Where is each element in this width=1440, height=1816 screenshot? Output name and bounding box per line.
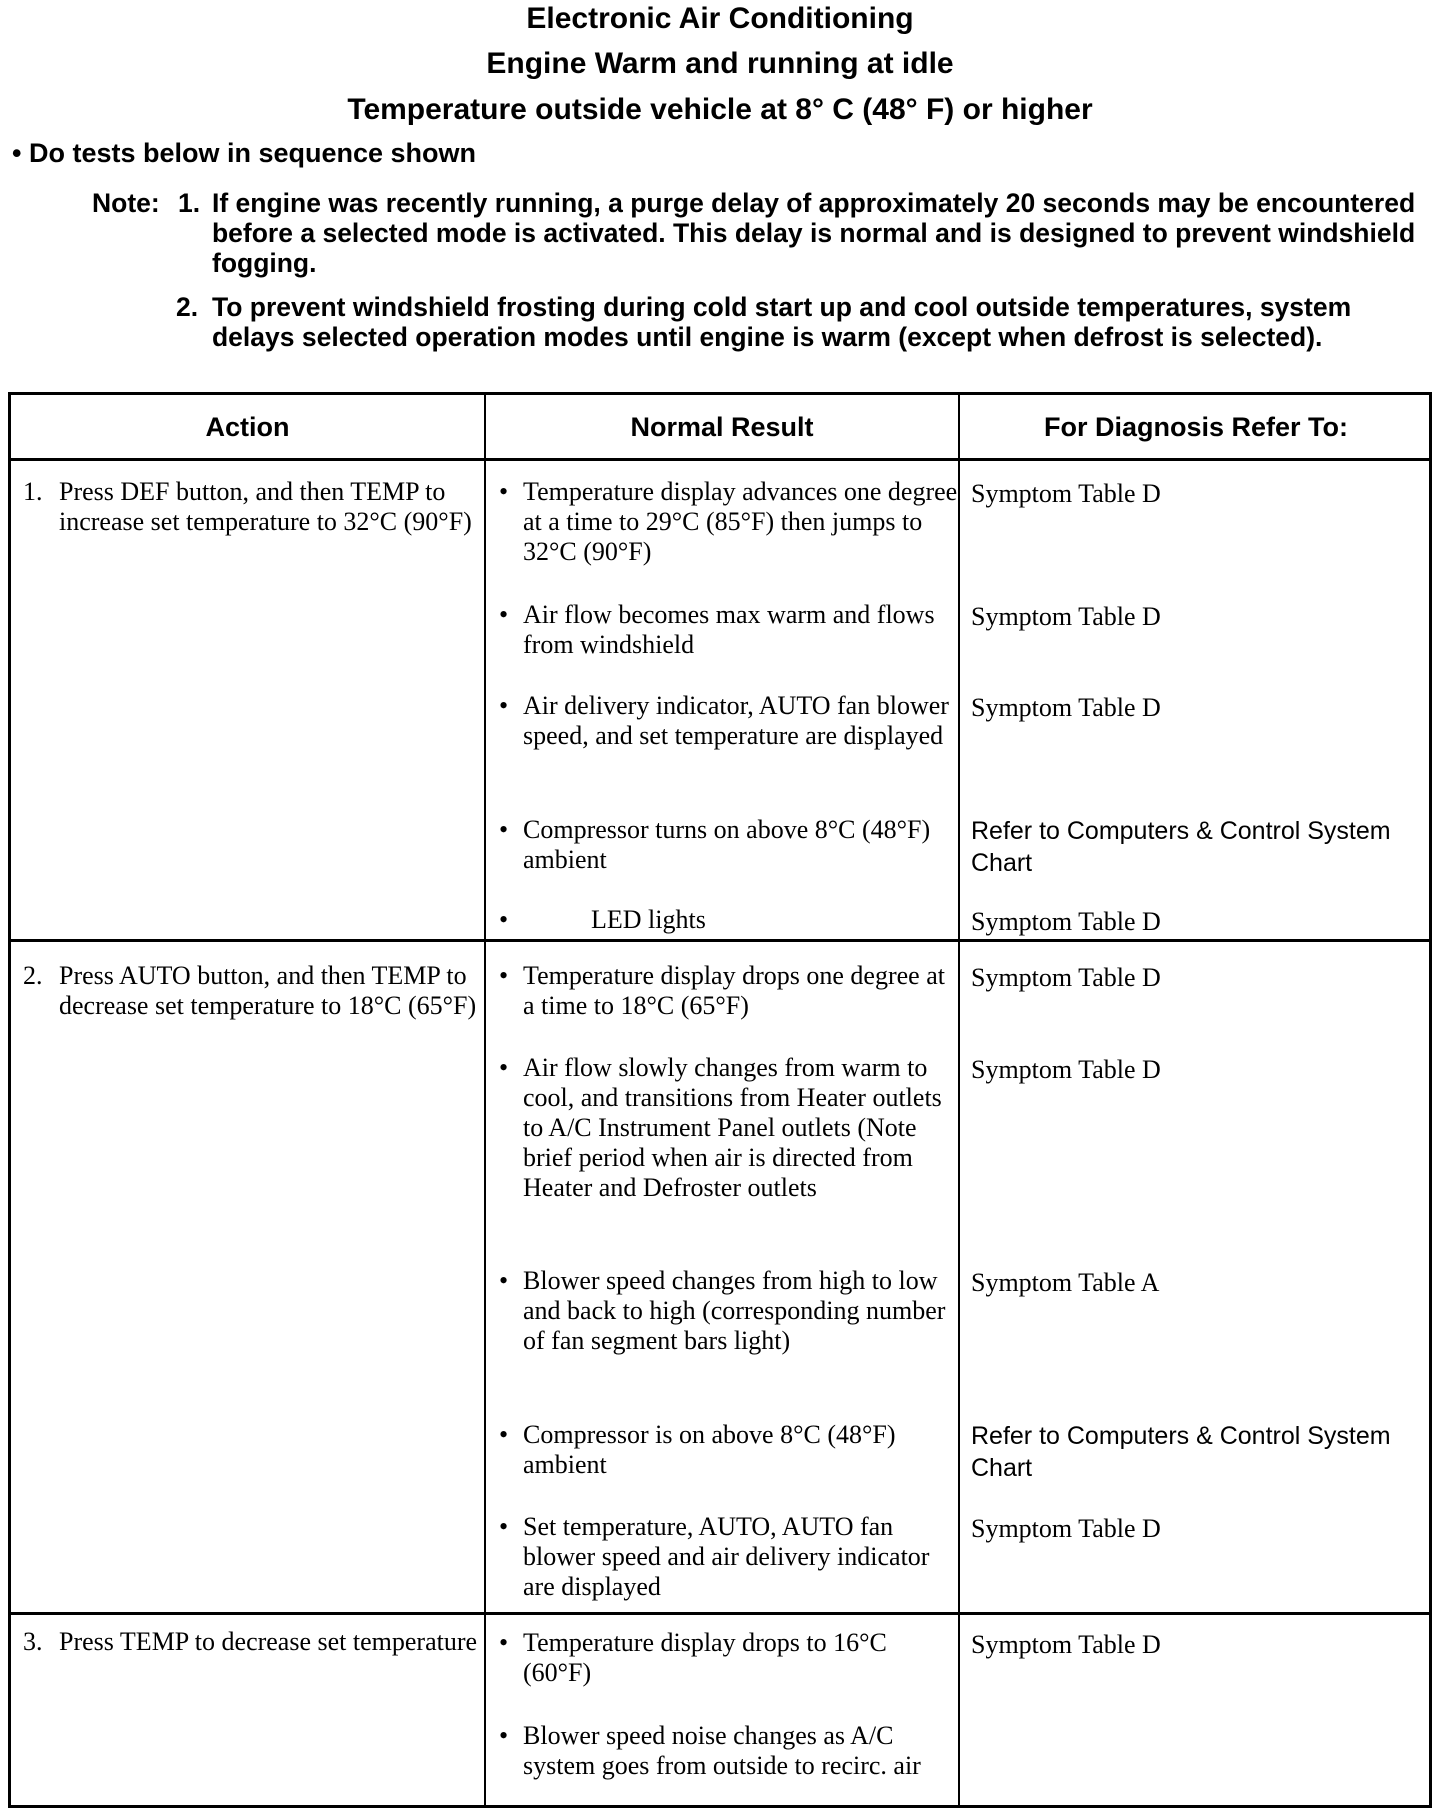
result-item: • Temperature display drops one degree at a time to 18°C (65°F) xyxy=(499,961,945,1020)
table-row-3-action: 3. Press TEMP to decrease set temperature xyxy=(23,1627,478,1656)
result-item: • Air flow becomes max warm and flows from windshield xyxy=(499,600,935,659)
note-2-text: To prevent windshield frosting during cold start up and cool outside temperatures, system delays selected operation modes until engine is warm (except when defrost is selected). xyxy=(212,292,1352,352)
diagnosis-ref: Refer to Computers & Control System Chart xyxy=(971,817,1391,877)
document-title: Electronic Air Conditioning xyxy=(526,2,914,35)
header-normal-result: Normal Result xyxy=(630,411,814,442)
result-item-text: LED lights xyxy=(591,905,706,934)
diagnosis-ref: Symptom Table D xyxy=(971,963,1161,992)
diagnosis-ref: Symptom Table D xyxy=(971,602,1161,631)
header-divider xyxy=(11,458,1429,461)
diagnosis-ref: Refer to Computers & Control System Chart xyxy=(971,1422,1391,1482)
note-1 xyxy=(92,188,1422,280)
column-divider xyxy=(484,395,486,1805)
diagnosis-ref: Symptom Table D xyxy=(971,1630,1161,1659)
diagnosis-ref: Symptom Table D xyxy=(971,1055,1161,1084)
note-1-text: If engine was recently running, a purge delay of approximately 20 seconds may be encountered before a selected mode is activated. This delay is normal and is designed to prevent windshield fogging. xyxy=(212,188,1416,278)
document-subtitle: Engine Warm and running at idle xyxy=(486,47,954,80)
diagnosis-ref: Symptom Table D xyxy=(971,693,1161,722)
diagnosis-ref: Symptom Table D xyxy=(971,479,1161,508)
row-divider xyxy=(11,939,1429,942)
diagnosis-ref: Symptom Table D xyxy=(971,907,1161,936)
table-row-1-action: 1. Press DEF button, and then TEMP to increase set temperature to 32°C (90°F) xyxy=(23,477,472,536)
diagnosis-table: Action Normal Result For Diagnosis Refer To: 1. Press DEF button, and then TEMP to increase set temperature to 32°C (90°F) • Temperature display advances one degree at a time to 29°C (85°F) then jumps to 32°C (90°F) Symptom Table D • Air flow becomes max warm and flows from windshield Symptom Table D • Air delivery indicator, AUTO fan blower speed, and set temperature are displayed Symptom Table D • Compressor turns on above 8°C (48°F) ambient Refer to Computers & Control System Chart • LED lights Symptom Table D 2. Press AUTO button, and then TEMP to decrease set temperature to 18°C (65°F) • Temperature display drops one degree at a time to 18°C (65°F) Symptom Table D • Air flow slowly changes from warm to cool, and transitions from Heater outlets to A/C Instrument Panel outlets (Note brief period when air is directed from Heater and Defroster outlets Symptom Table D • Blower speed changes from high to low and back to high (corresponding number of fan segment bars light) Symptom Table A • Compressor is on above 8°C (48°F) ambient Refer to Computers & Control System Chart • Set temperature, AUTO, AUTO fan blower speed and air delivery indicator are displayed Symptom Table D 3. Press TEMP to decrease set temperature • Temperature display drops to 16°C (60°F) Symptom Table D • Blower speed noise changes as A/C system goes from outside to recirc. air xyxy=(8,392,1432,1808)
note-label: Note: xyxy=(92,188,160,218)
result-item: • Air flow slowly changes from warm to cool, and transitions from Heater outlets to A/C Instrument Panel outlets (Note brief period when air is directed from Heater and Defroster outlets xyxy=(499,1053,942,1202)
result-item: • Blower speed noise changes as A/C system goes from outside to recirc. air xyxy=(499,1721,921,1780)
result-item: • Temperature display advances one degree at a time to 29°C (85°F) then jumps to 32°C (90°F) xyxy=(499,477,958,566)
result-item: • Air delivery indicator, AUTO fan blower speed, and set temperature are displayed xyxy=(499,691,949,750)
header-action: Action xyxy=(205,411,290,442)
row-divider xyxy=(11,1612,1429,1615)
note-2 xyxy=(176,292,1396,384)
diagnosis-ref: Symptom Table D xyxy=(971,1514,1161,1543)
diagnosis-ref: Symptom Table A xyxy=(971,1268,1160,1297)
result-item: • Set temperature, AUTO, AUTO fan blower speed and air delivery indicator are displayed xyxy=(499,1512,930,1601)
header-diagnosis: For Diagnosis Refer To: xyxy=(1043,411,1349,442)
result-item: • Compressor turns on above 8°C (48°F) ambient xyxy=(499,815,931,874)
sequence-instruction: • Do tests below in sequence shown xyxy=(12,138,477,168)
note-1-number: 1. xyxy=(178,188,201,218)
document-condition: Temperature outside vehicle at 8° C (48° F) or higher xyxy=(347,93,1093,126)
result-item: • Compressor is on above 8°C (48°F) ambient xyxy=(499,1420,896,1479)
note-2-number: 2. xyxy=(176,292,199,322)
result-item: • Temperature display drops to 16°C (60°F) xyxy=(499,1628,887,1687)
table-row-2-action: 2. Press AUTO button, and then TEMP to decrease set temperature to 18°C (65°F) xyxy=(23,961,477,1020)
result-item: • Blower speed changes from high to low and back to high (corresponding number of fan segment bars light) xyxy=(499,1266,946,1355)
